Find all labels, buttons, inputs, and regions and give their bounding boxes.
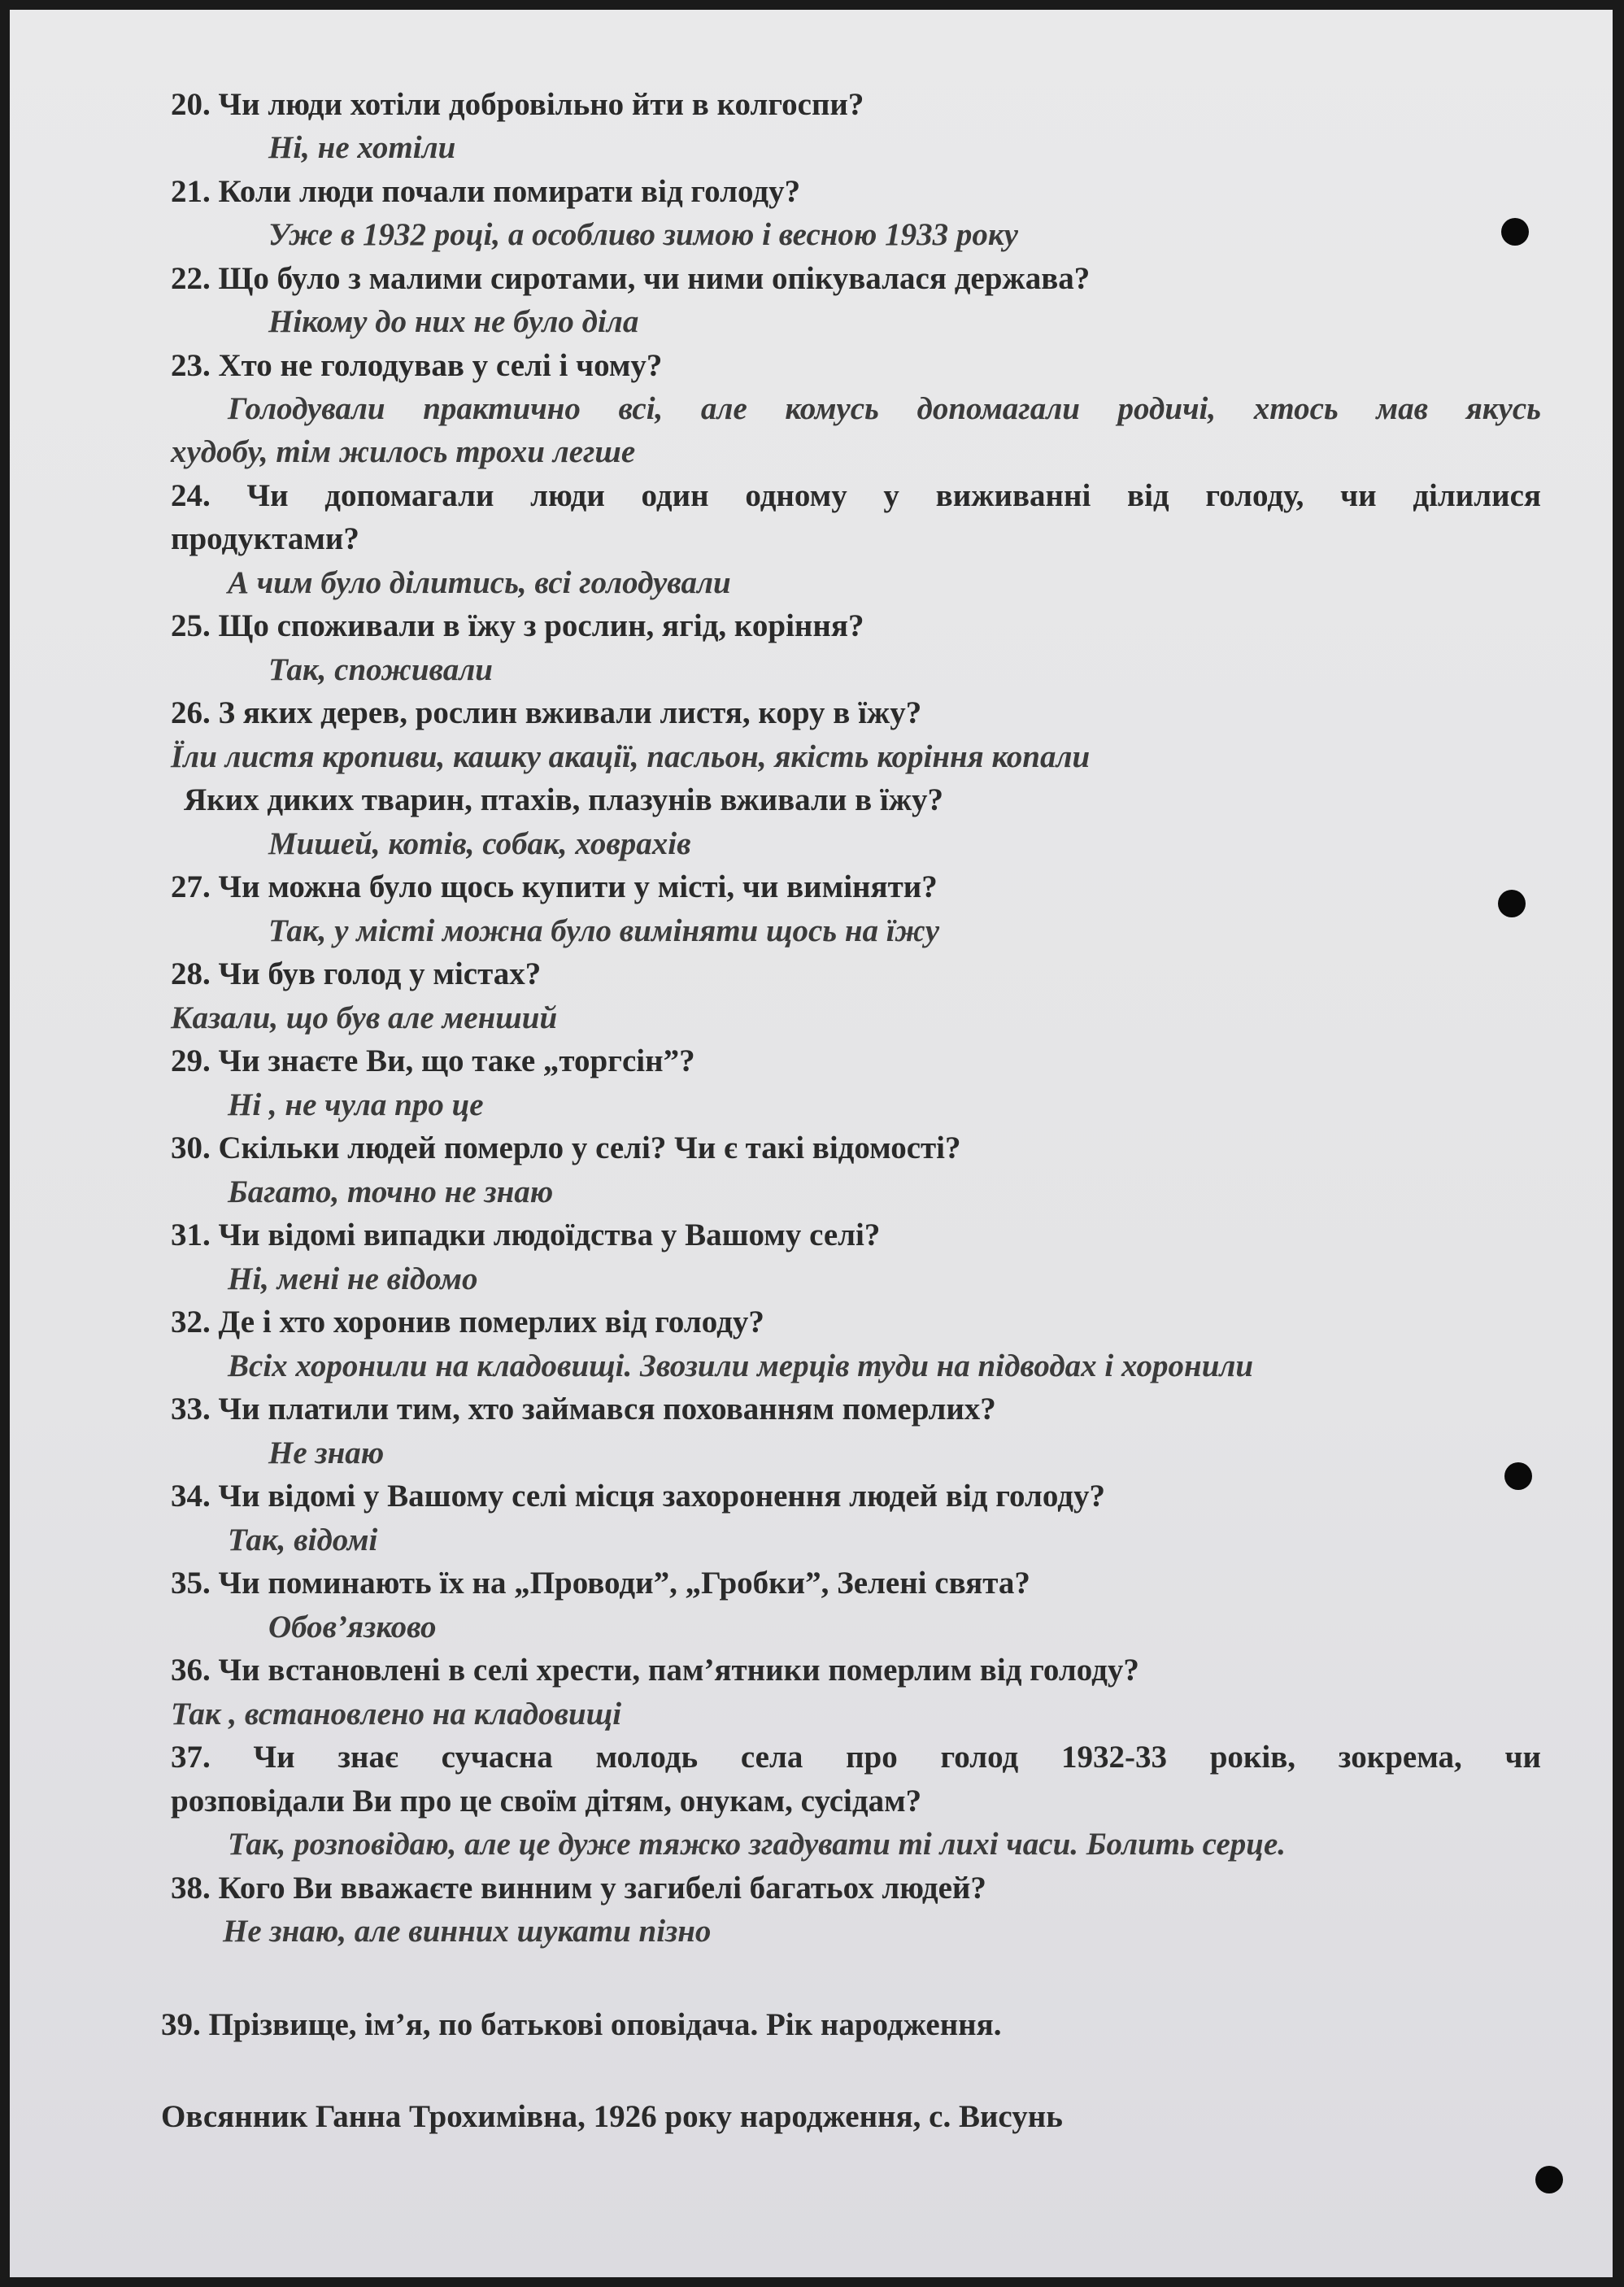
- question-29: 29. Чи знаєте Ви, що таке „торгсін”?: [171, 1043, 695, 1078]
- answer-36: Так , встановлено на кладовищі: [171, 1697, 622, 1732]
- answer-27: Так, у місті можна було виміняти щось на їжу: [268, 913, 940, 948]
- answer-35: Обов’язково: [268, 1610, 437, 1644]
- answer-37: Так, розповідаю, але це дуже тяжко згадувати ті лихі часи. Болить серце.: [228, 1827, 1287, 1862]
- answer-26: Їли листя кропиви, кашку акації, пасльон, якість коріння копали: [171, 739, 1091, 774]
- question-25: 25. Що споживали в їжу з рослин, ягід, коріння?: [171, 608, 864, 643]
- answer-25: Так, споживали: [268, 652, 493, 687]
- answer-29: Ні , не чула про це: [228, 1087, 484, 1122]
- answer-21: Уже в 1932 році, а особливо зимою і весною 1933 року: [268, 217, 1018, 252]
- answer-38: Не знаю, але винних шукати пізно: [223, 1914, 712, 1949]
- punch-hole: [1501, 218, 1529, 246]
- answer-31: Ні, мені не відомо: [228, 1261, 478, 1296]
- question-27: 27. Чи можна було щось купити у місті, чи виміняти?: [171, 869, 938, 904]
- answer-24: А чим було ділитись, всі голодували: [228, 565, 731, 600]
- answer-28: Казали, що був але менший: [171, 1000, 558, 1035]
- answer-26b: Мишей, котів, собак, ховрахів: [268, 826, 691, 861]
- question-26b: Яких диких тварин, птахів, плазунів вживали в їжу?: [184, 782, 944, 817]
- answer-20: Ні, не хотіли: [268, 130, 456, 165]
- narrator-info: Овсянник Ганна Трохимівна, 1926 року народження, с. Висунь: [161, 2099, 1063, 2134]
- answer-30: Багато, точно не знаю: [228, 1174, 554, 1209]
- punch-hole: [1535, 2166, 1563, 2193]
- question-36: 36. Чи встановлені в селі хрести, пам’ятники померлим від голоду?: [171, 1653, 1139, 1688]
- question-38: 38. Кого Ви вважаєте винним у загибелі багатьох людей?: [171, 1871, 986, 1906]
- question-21: 21. Коли люди почали помирати від голоду?: [171, 174, 801, 209]
- question-37-line2: розповідали Ви про це своїм дітям, онукам, сусідам?: [171, 1784, 922, 1819]
- punch-hole: [1504, 1462, 1532, 1490]
- question-24-line2: продуктами?: [171, 521, 359, 556]
- answer-22: Нікому до них не було діла: [268, 304, 639, 339]
- document-page: [10, 10, 1613, 2277]
- question-31: 31. Чи відомі випадки людоїдства у Вашому селі?: [171, 1218, 881, 1252]
- question-39: 39. Прізвище, ім’я, по батькові оповідача. Рік народження.: [161, 2007, 1002, 2042]
- question-20: 20. Чи люди хотіли добровільно йти в колгоспи?: [171, 87, 864, 122]
- question-34: 34. Чи відомі у Вашому селі місця захоронення людей від голоду?: [171, 1479, 1105, 1514]
- answer-34: Так, відомі: [228, 1522, 378, 1557]
- question-23: 23. Хто не голодував у селі і чому?: [171, 348, 663, 383]
- question-30: 30. Скільки людей померло у селі? Чи є такі відомості?: [171, 1130, 961, 1165]
- question-28: 28. Чи був голод у містах?: [171, 956, 542, 991]
- question-24-line1: 24. Чи допомагали люди один одному у виживанні від голоду, чи ділилися: [171, 478, 1541, 513]
- answer-32: Всіх хоронили на кладовищі. Звозили мерців туди на підводах і хоронили: [228, 1348, 1254, 1383]
- answer-23-line1: Голодували практично всі, але комусь допомагали родичі, хтось мав якусь: [228, 391, 1541, 426]
- answer-33: Не знаю: [268, 1435, 385, 1470]
- answer-23-line2: худобу, тім жилось трохи легше: [171, 434, 636, 469]
- question-26: 26. З яких дерев, рослин вживали листя, кору в їжу?: [171, 695, 922, 730]
- question-37-line1: 37. Чи знає сучасна молодь села про голод 1932-33 років, зокрема, чи: [171, 1740, 1541, 1775]
- question-32: 32. Де і хто хоронив померлих від голоду?: [171, 1305, 764, 1340]
- question-35: 35. Чи поминають їх на „Проводи”, „Гробки”, Зелені свята?: [171, 1566, 1030, 1601]
- question-22: 22. Що було з малими сиротами, чи ними опікувалася держава?: [171, 261, 1091, 296]
- punch-hole: [1498, 890, 1526, 917]
- question-33: 33. Чи платили тим, хто займався похованням померлих?: [171, 1392, 996, 1427]
